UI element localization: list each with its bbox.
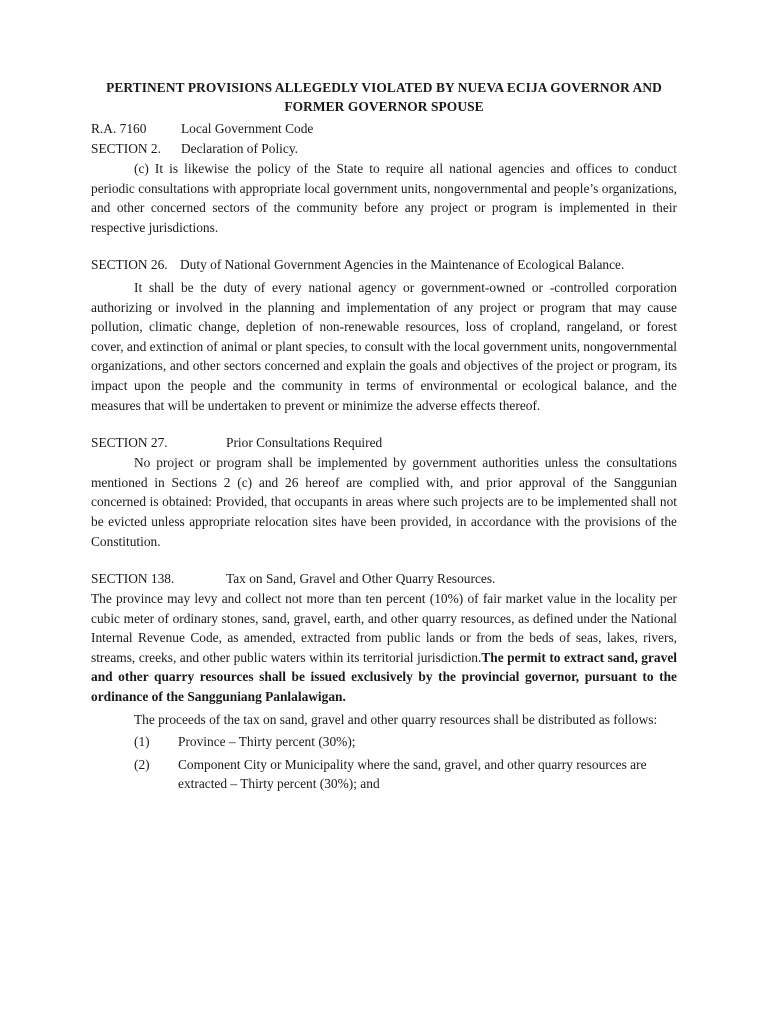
section-138-body-bold: The permit to extract sand, gravel and other quarry resources shall be issued exclusively by the provincial governor, pursuant to the ordinance of the Sangguniang Panlalawigan. [91, 649, 677, 705]
list-item-number: (1) [134, 734, 150, 750]
section-138-body-plain: The province may levy and collect not more than ten percent (10%) of fair market value in the locality per cubic meter of ordinary stones, sand, gravel, earth, and other quarry resources, as defined under the National Internal Revenue Code, as amended, extracted from public lands or from the beds of seas, lakes, rivers, streams, creeks, and other public waters within its territorial jurisdiction. [91, 591, 677, 665]
list-item-text: Province – Thirty percent (30%); [178, 734, 356, 750]
section-2-heading: Declaration of Policy. [181, 141, 299, 156]
section-138-heading: Tax on Sand, Gravel and Other Quarry Resources. [226, 571, 496, 587]
section-26-header [91, 255, 677, 275]
list-item [91, 732, 677, 752]
law-name: Local Government Code [181, 121, 314, 136]
section-138-header [91, 569, 677, 589]
section-2-header [91, 139, 677, 159]
document-page [91, 78, 677, 794]
section-27-heading: Prior Consultations Required [226, 435, 383, 451]
section-27-header [91, 433, 677, 453]
list-item [91, 755, 677, 794]
document-title: PERTINENT PROVISIONS ALLEGEDLY VIOLATED BY NUEVA ECIJA GOVERNOR AND FORMER GOVERNOR SPOUSE [106, 80, 662, 114]
section-26-body: It shall be the duty of every national agency or government-owned or -controlled corporation authorizing or involved in the planning and implementation of any project or program that may cause pollution, climatic change, depletion of non-renewable resources, loss of cropland, rangeland, or forest cover, and extinction of animal or plant species, to consult with the local government units, nongovernmental organizations, and other sectors concerned and explain the goals and objectives of the project or program, its impact upon the people and the community in terms of environmental or ecological balance, and the measures that will be undertaken to prevent or minimize the adverse effects thereof. [91, 279, 677, 413]
section-2-number: SECTION 2. [91, 141, 161, 156]
section-26-heading: Duty of National Government Agencies in the Maintenance of Ecological Balance. [180, 257, 625, 273]
section-138-proceeds: The proceeds of the tax on sand, gravel and other quarry resources shall be distributed as follows: [134, 711, 658, 727]
section-26-number: SECTION 26. [91, 257, 168, 273]
section-27-body: No project or program shall be implemented by government authorities unless the consultations mentioned in Sections 2 (c) and 26 hereof are complied with, and prior approval of the Sanggunian concerned is obtained: Provided, that occupants in areas where such projects are to be implemented shall not be evicted unless appropriate relocation sites have been provided, in accordance with the provisions of the Constitution. [91, 455, 677, 549]
section-138-number: SECTION 138. [91, 571, 175, 587]
list-item-text: Component City or Municipality where the sand, gravel, and other quarry resources are extracted – Thirty percent (30%); and [178, 756, 647, 792]
law-reference [91, 119, 677, 139]
section-138-body [91, 589, 677, 707]
section-27-number: SECTION 27. [91, 435, 168, 451]
list-item-number: (2) [134, 756, 150, 772]
section-2-body: (c) It is likewise the policy of the State to require all national agencies and offices to conduct periodic consultations with appropriate local government units, nongovernmental and people’s organizations, and other concerned sectors of the community before any project or program is implemented in their respective jurisdictions. [91, 161, 677, 235]
law-number: R.A. 7160 [91, 121, 147, 136]
